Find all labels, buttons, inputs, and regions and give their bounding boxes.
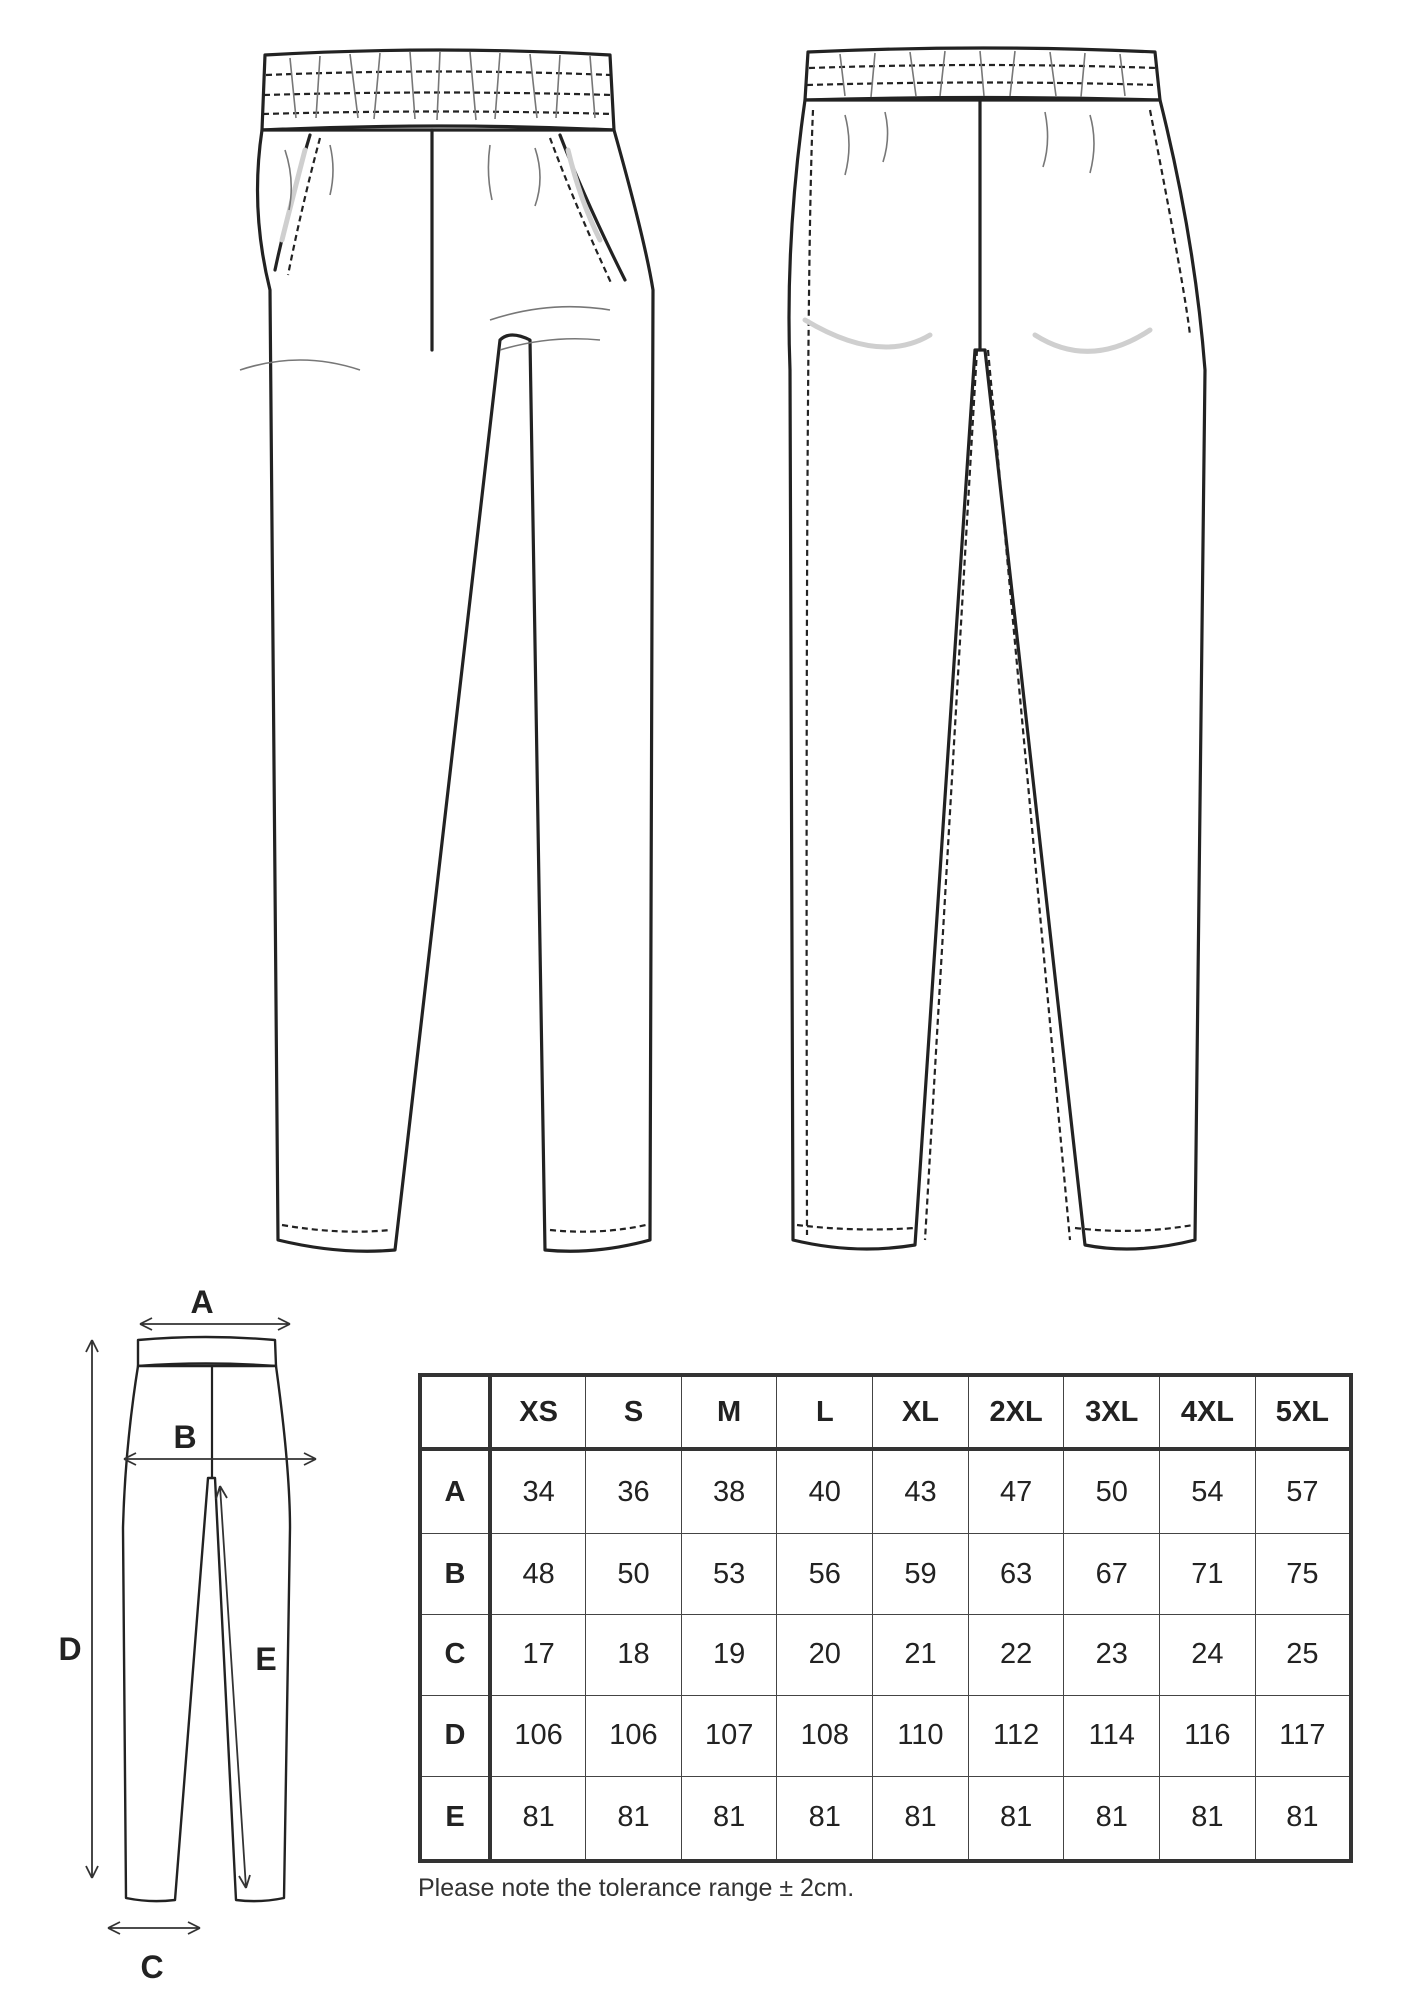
- table-cell: 59: [873, 1534, 969, 1615]
- table-cell: 34: [490, 1449, 586, 1534]
- front-view-sketch: [200, 40, 680, 1280]
- back-view-sketch: [745, 40, 1225, 1280]
- dim-label-d: D: [58, 1631, 82, 1667]
- table-cell: 81: [968, 1776, 1064, 1861]
- table-cell: 81: [1160, 1776, 1256, 1861]
- table-cell: 81: [681, 1776, 777, 1861]
- dim-label-a: A: [190, 1288, 214, 1320]
- table-cell: 57: [1255, 1449, 1351, 1534]
- table-cell: 106: [490, 1695, 586, 1776]
- tolerance-note: Please note the tolerance range ± 2cm.: [418, 1874, 855, 1902]
- table-row: [420, 1534, 1351, 1615]
- dim-label-e: E: [255, 1641, 277, 1677]
- table-cell: 63: [968, 1534, 1064, 1615]
- table-cell: 114: [1064, 1695, 1160, 1776]
- table-cell: 108: [777, 1695, 873, 1776]
- table-cell: 106: [586, 1695, 682, 1776]
- table-cell: 19: [681, 1615, 777, 1696]
- size-header-3xl: 3XL: [1064, 1375, 1160, 1449]
- table-cell: 20: [777, 1615, 873, 1696]
- size-header-m: M: [681, 1375, 777, 1449]
- table-cell: 38: [681, 1449, 777, 1534]
- row-label-d: D: [420, 1695, 490, 1776]
- table-cell: 17: [490, 1615, 586, 1696]
- table-cell: 110: [873, 1695, 969, 1776]
- size-header-s: S: [586, 1375, 682, 1449]
- table-cell: 107: [681, 1695, 777, 1776]
- table-row: [420, 1776, 1351, 1861]
- size-header-4xl: 4XL: [1160, 1375, 1256, 1449]
- table-cell: 50: [1064, 1449, 1160, 1534]
- size-header-xs: XS: [490, 1375, 586, 1449]
- size-table-corner-cell: [420, 1375, 490, 1449]
- row-label-c: C: [420, 1615, 490, 1696]
- table-cell: 43: [873, 1449, 969, 1534]
- table-row: [420, 1695, 1351, 1776]
- table-cell: 47: [968, 1449, 1064, 1534]
- table-cell: 71: [1160, 1534, 1256, 1615]
- size-header-l: L: [777, 1375, 873, 1449]
- size-table-header-row: [420, 1375, 1351, 1449]
- table-cell: 112: [968, 1695, 1064, 1776]
- table-cell: 75: [1255, 1534, 1351, 1615]
- row-label-e: E: [420, 1776, 490, 1861]
- table-cell: 23: [1064, 1615, 1160, 1696]
- table-cell: 53: [681, 1534, 777, 1615]
- size-table: [418, 1373, 1353, 1863]
- table-cell: 117: [1255, 1695, 1351, 1776]
- table-cell: 81: [1255, 1776, 1351, 1861]
- table-cell: 25: [1255, 1615, 1351, 1696]
- table-cell: 81: [777, 1776, 873, 1861]
- table-cell: 81: [490, 1776, 586, 1861]
- row-label-a: A: [420, 1449, 490, 1534]
- table-cell: 18: [586, 1615, 682, 1696]
- size-header-2xl: 2XL: [968, 1375, 1064, 1449]
- dim-label-b: B: [173, 1419, 197, 1455]
- table-cell: 81: [586, 1776, 682, 1861]
- table-cell: 50: [586, 1534, 682, 1615]
- table-cell: 56: [777, 1534, 873, 1615]
- table-cell: 48: [490, 1534, 586, 1615]
- table-cell: 67: [1064, 1534, 1160, 1615]
- dim-label-c: C: [140, 1949, 164, 1985]
- table-cell: 81: [873, 1776, 969, 1861]
- table-row: [420, 1615, 1351, 1696]
- table-cell: 81: [1064, 1776, 1160, 1861]
- row-label-b: B: [420, 1534, 490, 1615]
- table-cell: 116: [1160, 1695, 1256, 1776]
- table-cell: 21: [873, 1615, 969, 1696]
- size-header-xl: XL: [873, 1375, 969, 1449]
- measurement-diagram: [40, 1288, 360, 1988]
- size-header-5xl: 5XL: [1255, 1375, 1351, 1449]
- table-cell: 36: [586, 1449, 682, 1534]
- table-cell: 22: [968, 1615, 1064, 1696]
- table-cell: 54: [1160, 1449, 1256, 1534]
- table-row: [420, 1449, 1351, 1534]
- table-cell: 40: [777, 1449, 873, 1534]
- table-cell: 24: [1160, 1615, 1256, 1696]
